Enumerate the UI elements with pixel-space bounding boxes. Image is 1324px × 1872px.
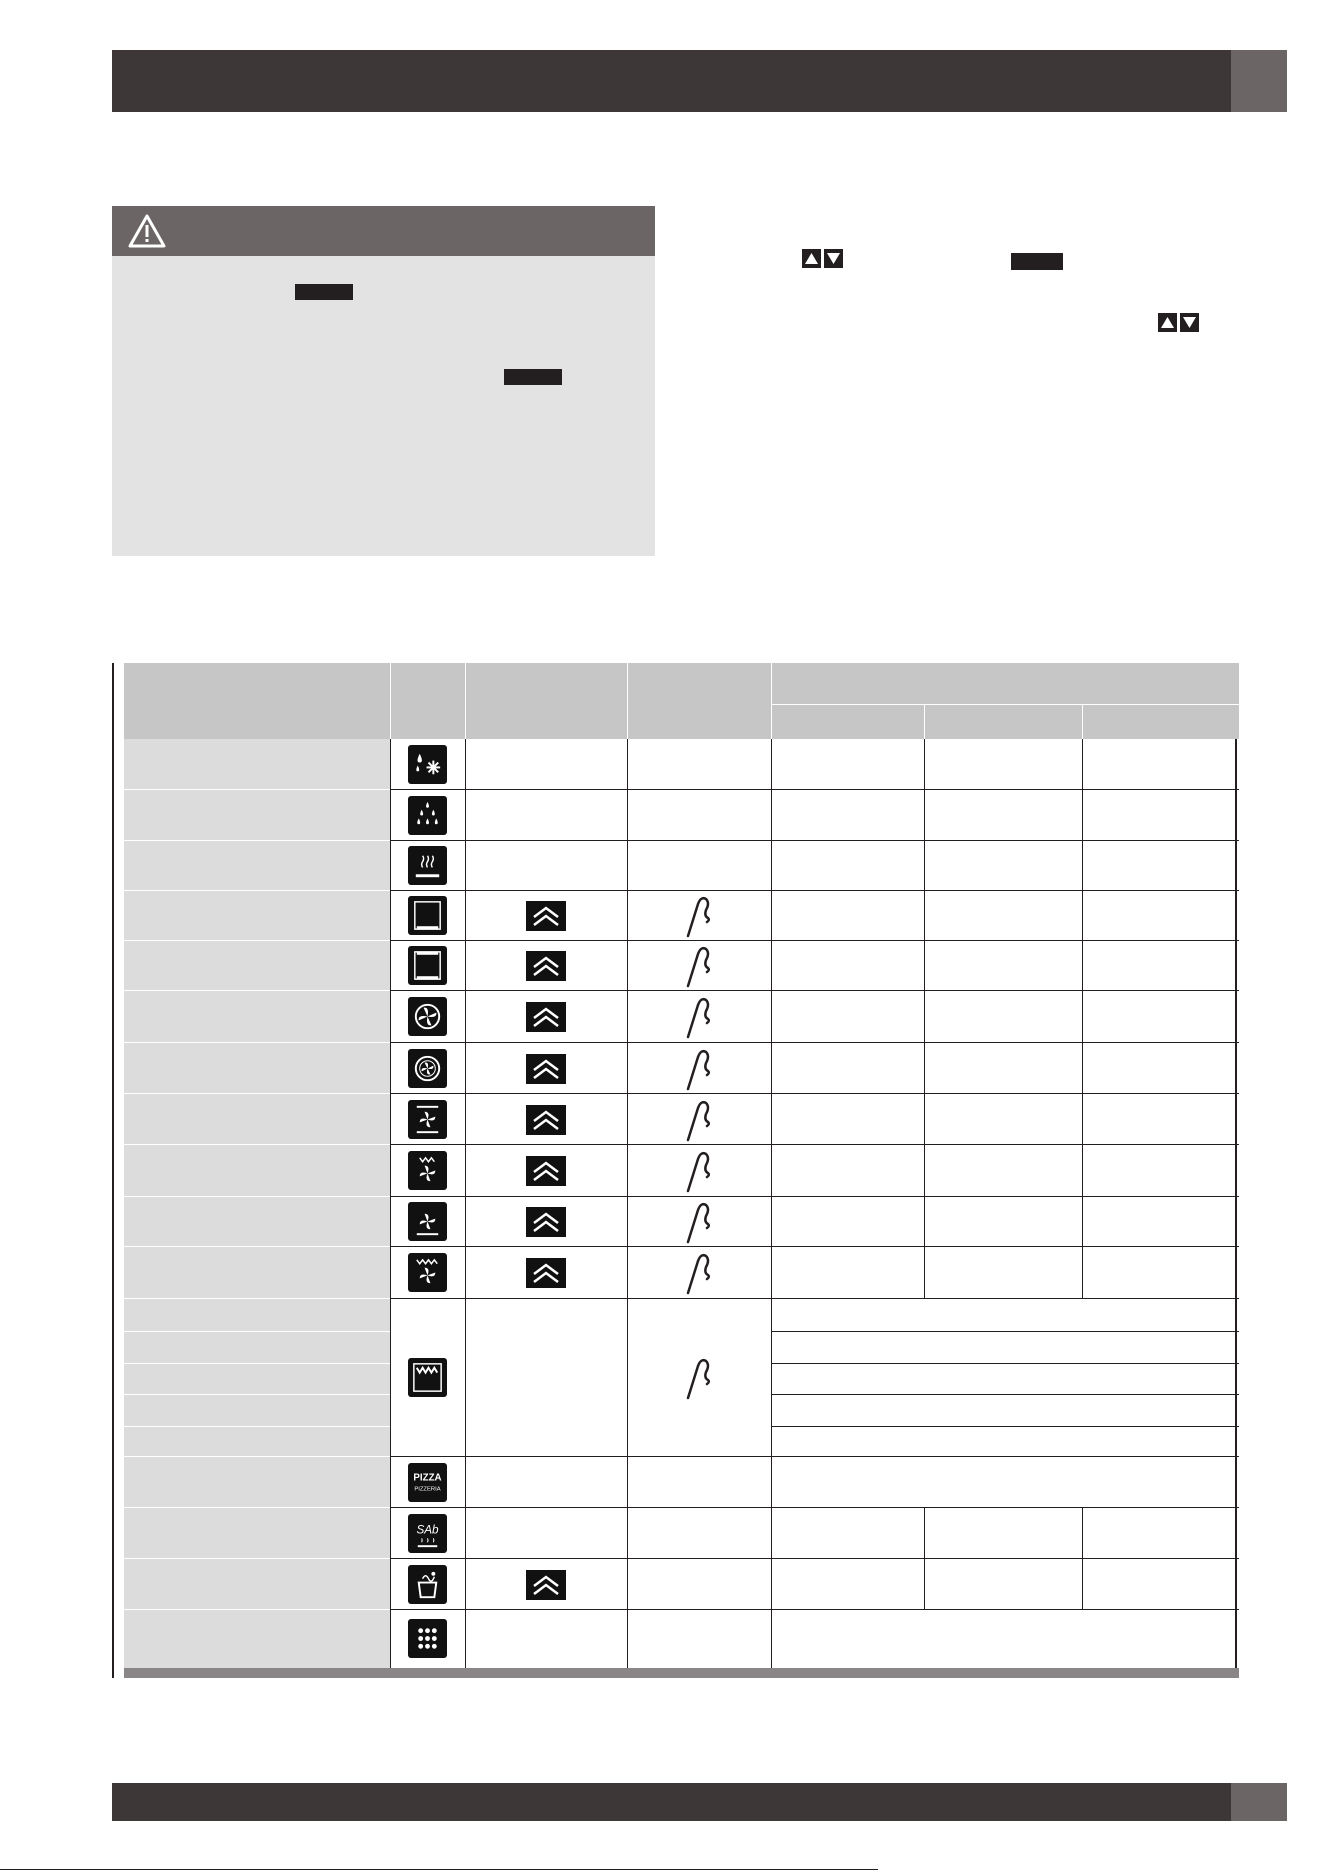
column-separator: [924, 739, 925, 1299]
column-separator: [390, 739, 391, 1668]
meat-probe-icon: [684, 944, 714, 988]
key-label-icon: [504, 369, 562, 385]
table-footer-bar: [124, 1668, 1239, 1678]
cleaning-icon: [408, 1565, 447, 1604]
sabbath-icon-text: SAb: [416, 1523, 439, 1536]
meat-probe-icon: [684, 1098, 714, 1142]
chapter-tab: [1231, 50, 1287, 112]
down-arrow-icon: [824, 249, 843, 268]
preheat-chevron-icon: [526, 1156, 566, 1186]
pizza-icon-text: PIZZA: [413, 1472, 442, 1484]
meat-probe-icon: [684, 1200, 714, 1244]
fan-grill-icon: [408, 1151, 447, 1190]
row-separator-left: [124, 1331, 390, 1332]
warning-box: [112, 206, 655, 556]
table-header: [124, 663, 1239, 739]
preheat-chevron-icon: [526, 1258, 566, 1288]
row-separator: [771, 1331, 1239, 1332]
row-separator: [390, 1558, 1239, 1559]
column-separator: [924, 1508, 925, 1610]
column-separator: [771, 739, 772, 1668]
down-arrow-icon: [1180, 313, 1199, 332]
row-separator: [390, 890, 1239, 891]
top-header-bar: [112, 50, 1287, 112]
row-separator: [390, 789, 1239, 790]
warning-triangle-icon: [128, 214, 166, 248]
column-separator: [465, 739, 466, 1668]
preheat-chevron-icon: [526, 1054, 566, 1084]
row-separator-left: [124, 1363, 390, 1364]
preheat-chevron-icon: [526, 1207, 566, 1237]
meat-probe-icon: [684, 1356, 714, 1400]
row-separator: [390, 1246, 1239, 1247]
table-right-border: [1235, 663, 1237, 1678]
row-separator: [390, 1144, 1239, 1145]
up-down-arrows-icon: [1158, 313, 1199, 333]
row-separator: [390, 1042, 1239, 1043]
row-separator: [390, 1093, 1239, 1094]
row-separator: [390, 840, 1239, 841]
top-bottom-heat-icon: [408, 896, 447, 935]
key-label-icon: [1011, 253, 1063, 270]
fan-top-bottom-icon: [408, 1100, 447, 1139]
steam-drops-icon: [408, 796, 447, 835]
fan-bottom-icon: [408, 1202, 447, 1241]
warning-header: [112, 206, 655, 256]
preheat-chevron-icon: [526, 1570, 566, 1600]
column-separator: [1082, 1508, 1083, 1610]
meat-probe-icon: [684, 995, 714, 1039]
row-separator: [390, 1196, 1239, 1197]
row-label-column: [124, 739, 390, 1668]
row-separator: [390, 1456, 1239, 1457]
table-left-border: [112, 663, 114, 1678]
preheat-chevron-icon: [526, 951, 566, 981]
bottom-rule: [0, 1869, 878, 1870]
up-down-arrows-icon: [802, 249, 843, 269]
pizzeria-icon-text: PIZZERIA: [414, 1485, 441, 1492]
row-separator: [390, 940, 1239, 941]
row-separator: [771, 1394, 1239, 1395]
row-separator: [771, 1363, 1239, 1364]
fan-ring-icon: [408, 1049, 447, 1088]
warming-plate-icon: [408, 846, 447, 885]
key-label-icon: [295, 284, 353, 300]
bottom-heat-icon: [408, 946, 447, 985]
preheat-chevron-icon: [526, 1105, 566, 1135]
meat-probe-icon: [684, 894, 714, 938]
preheat-chevron-icon: [526, 901, 566, 931]
up-arrow-icon: [802, 249, 821, 268]
page-number-tab: [1231, 1783, 1287, 1821]
row-separator: [390, 1298, 1239, 1299]
row-separator: [390, 1609, 1239, 1610]
grill-icon: [408, 1358, 447, 1397]
programme-table: [112, 663, 1249, 1678]
preheat-chevron-icon: [526, 1002, 566, 1032]
column-separator: [627, 739, 628, 1668]
up-arrow-icon: [1158, 313, 1177, 332]
programme-grid-icon: [408, 1619, 447, 1658]
fan-full-grill-icon: [408, 1253, 447, 1292]
row-separator: [390, 1507, 1239, 1508]
column-separator: [1082, 739, 1083, 1299]
row-separator-left: [124, 1426, 390, 1427]
meat-probe-icon: [684, 1047, 714, 1091]
defrost-icon: [408, 745, 447, 784]
meat-probe-icon: [684, 1149, 714, 1193]
fan-round-icon: [408, 997, 447, 1036]
row-separator: [390, 990, 1239, 991]
sabbath-icon: [408, 1514, 447, 1553]
row-separator: [771, 1426, 1239, 1427]
meat-probe-icon: [684, 1251, 714, 1295]
row-separator-left: [124, 1394, 390, 1395]
bottom-footer-bar: [112, 1783, 1287, 1821]
pizza-icon: [408, 1463, 447, 1502]
